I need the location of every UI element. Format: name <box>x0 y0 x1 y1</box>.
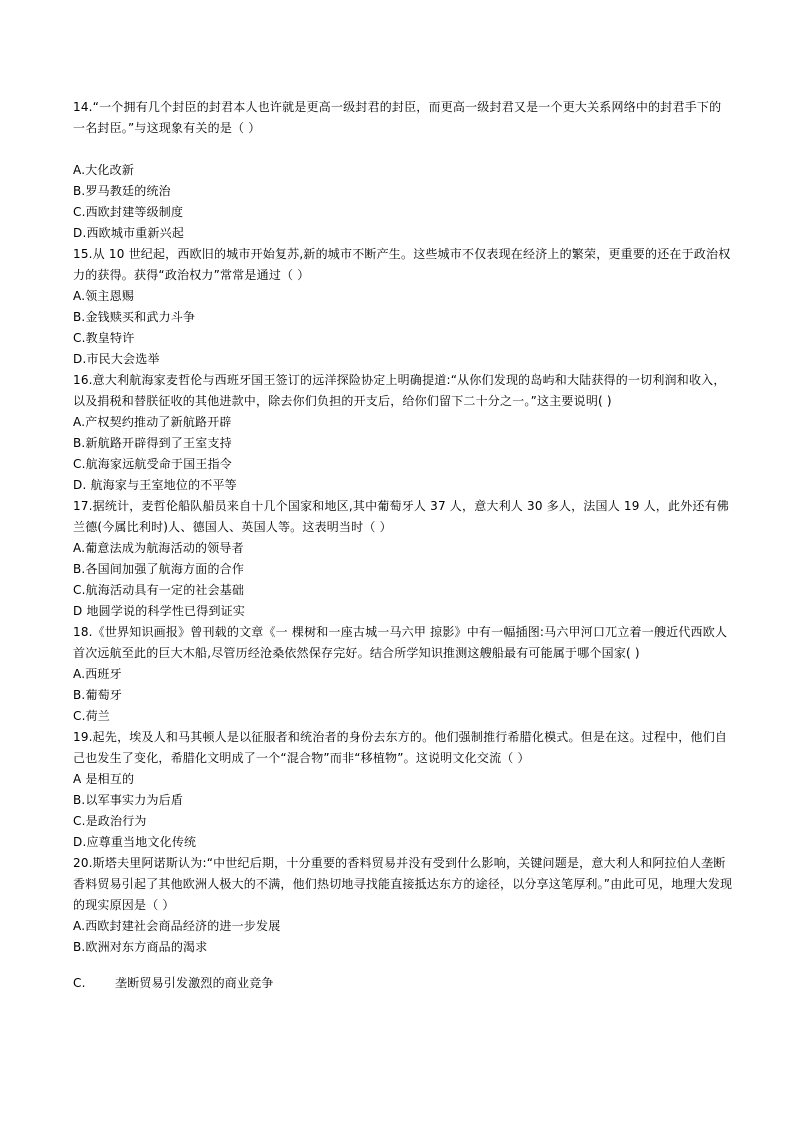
q19-option-d: D.应尊重当地文化传统 <box>73 835 197 849</box>
q20-option-a: A.西欧封建社会商品经济的进一步发展 <box>73 919 281 933</box>
q16-option-a: A.产权契约推动了新航路开辟 <box>73 415 232 429</box>
q17-option-d: D 地圆学说的科学性已得到证实 <box>73 604 246 618</box>
question-14-stem: 14.“一个拥有几个封臣的封君本人也许就是更高一级封君的封臣，而更高一级封君又是一个更大关系网络中的封君手下的一名封臣。”与这现象有关的是（ ） <box>73 100 722 135</box>
q20-option-b: B.欧洲对东方商品的渴求 <box>73 940 208 954</box>
q19-option-a: A 是相互的 <box>73 772 135 786</box>
question-18-stem: 18.《世界知识画报》曾刊载的文章《一 棵树和一座古城一马六甲 掠影》中有一幅插图:马六甲河口兀立着一艘近代西欧人首次远航至此的巨大木船,尽管历经沧桑依然保存完好。结合所学知识推测这艘船最有可能属于哪个国家( ) <box>73 625 728 660</box>
q15-option-d: D.市民大会选举 <box>73 352 160 366</box>
question-15-stem: 15.从 10 世纪起，西欧旧的城市开始复苏,新的城市不断产生。这些城市不仅表现在经济上的繁荣，更重要的还在于政治权力的获得。获得“政治权力”常常是通过（ ） <box>73 247 731 282</box>
q18-option-c: C.荷兰 <box>73 709 110 723</box>
q15-option-b: B.金钱赎买和武力斗争 <box>73 310 196 324</box>
q15-option-a: A.领主恩赐 <box>73 289 135 303</box>
q18-option-b: B.葡萄牙 <box>73 688 123 702</box>
q16-option-b: B.新航路开辟得到了王室支持 <box>73 436 232 450</box>
q16-option-d: D. 航海家与王室地位的不平等 <box>73 478 237 492</box>
q17-option-a: A.葡意法成为航海活动的领导者 <box>73 541 244 555</box>
q17-option-b: B.各国间加强了航海方面的合作 <box>73 562 245 576</box>
question-19-stem: 19.起先，埃及人和马其顿人是以征服者和统治者的身份去东方的。他们强制推行希腊化模式。但是在这。过程中，他们自己也发生了变化，希腊化文明成了一个“混合物”而非“移植物”。这说明文化交流（ ） <box>73 730 728 765</box>
q14-option-a: A.大化改新 <box>73 163 135 177</box>
q20-option-c-label: C. <box>73 976 86 990</box>
q16-option-c: C.航海家远航受命于国王指令 <box>73 457 232 471</box>
q14-option-c: C.西欧封建等级制度 <box>73 205 184 219</box>
q18-option-a: A.西班牙 <box>73 667 122 681</box>
question-16-stem: 16.意大利航海家麦哲伦与西班牙国王签订的远洋探险协定上明确提道:“从你们发现的岛屿和大陆获得的一切利润和收入，以及捐税和替朕征收的其他进款中，除去你们负担的开支后，给你们留下二十分之一。”这主要说明( ) <box>73 373 726 408</box>
question-list <box>73 97 733 994</box>
q17-option-c: C.航海活动具有一定的社会基础 <box>73 583 245 597</box>
spacer <box>73 139 733 160</box>
q14-option-b: B.罗马教廷的统治 <box>73 184 171 198</box>
q15-option-c: C.教皇特许 <box>73 331 135 345</box>
q20-option-c-text: 垄断贸易引发激烈的商业竞争 <box>115 976 274 990</box>
q19-option-c: C.是政治行为 <box>73 814 147 828</box>
q20-option-c <box>73 973 733 994</box>
q19-option-b: B.以军事实力为后盾 <box>73 793 184 807</box>
q14-option-d: D.西欧城市重新兴起 <box>73 226 185 240</box>
question-17-stem: 17.据统计，麦哲伦船队船员来自十几个国家和地区,其中葡萄牙人 37 人，意大利人 30 多人，法国人 19 人，此外还有佛兰德(今属比利时)人、德国人、英国人等。这表明当时（ ） <box>73 499 729 534</box>
question-20-stem: 20.斯塔夫里阿诺斯认为:“中世纪后期，十分重要的香料贸易并没有受到什么影响，关键问题是，意大利人和阿拉伯人垄断香料贸易引起了其他欧洲人极大的不满，他们热切地寻找能直接抵达东方的途径，以分享这笔厚利。”由此可见，地理大发现的现实原因是（ ） <box>73 856 733 912</box>
